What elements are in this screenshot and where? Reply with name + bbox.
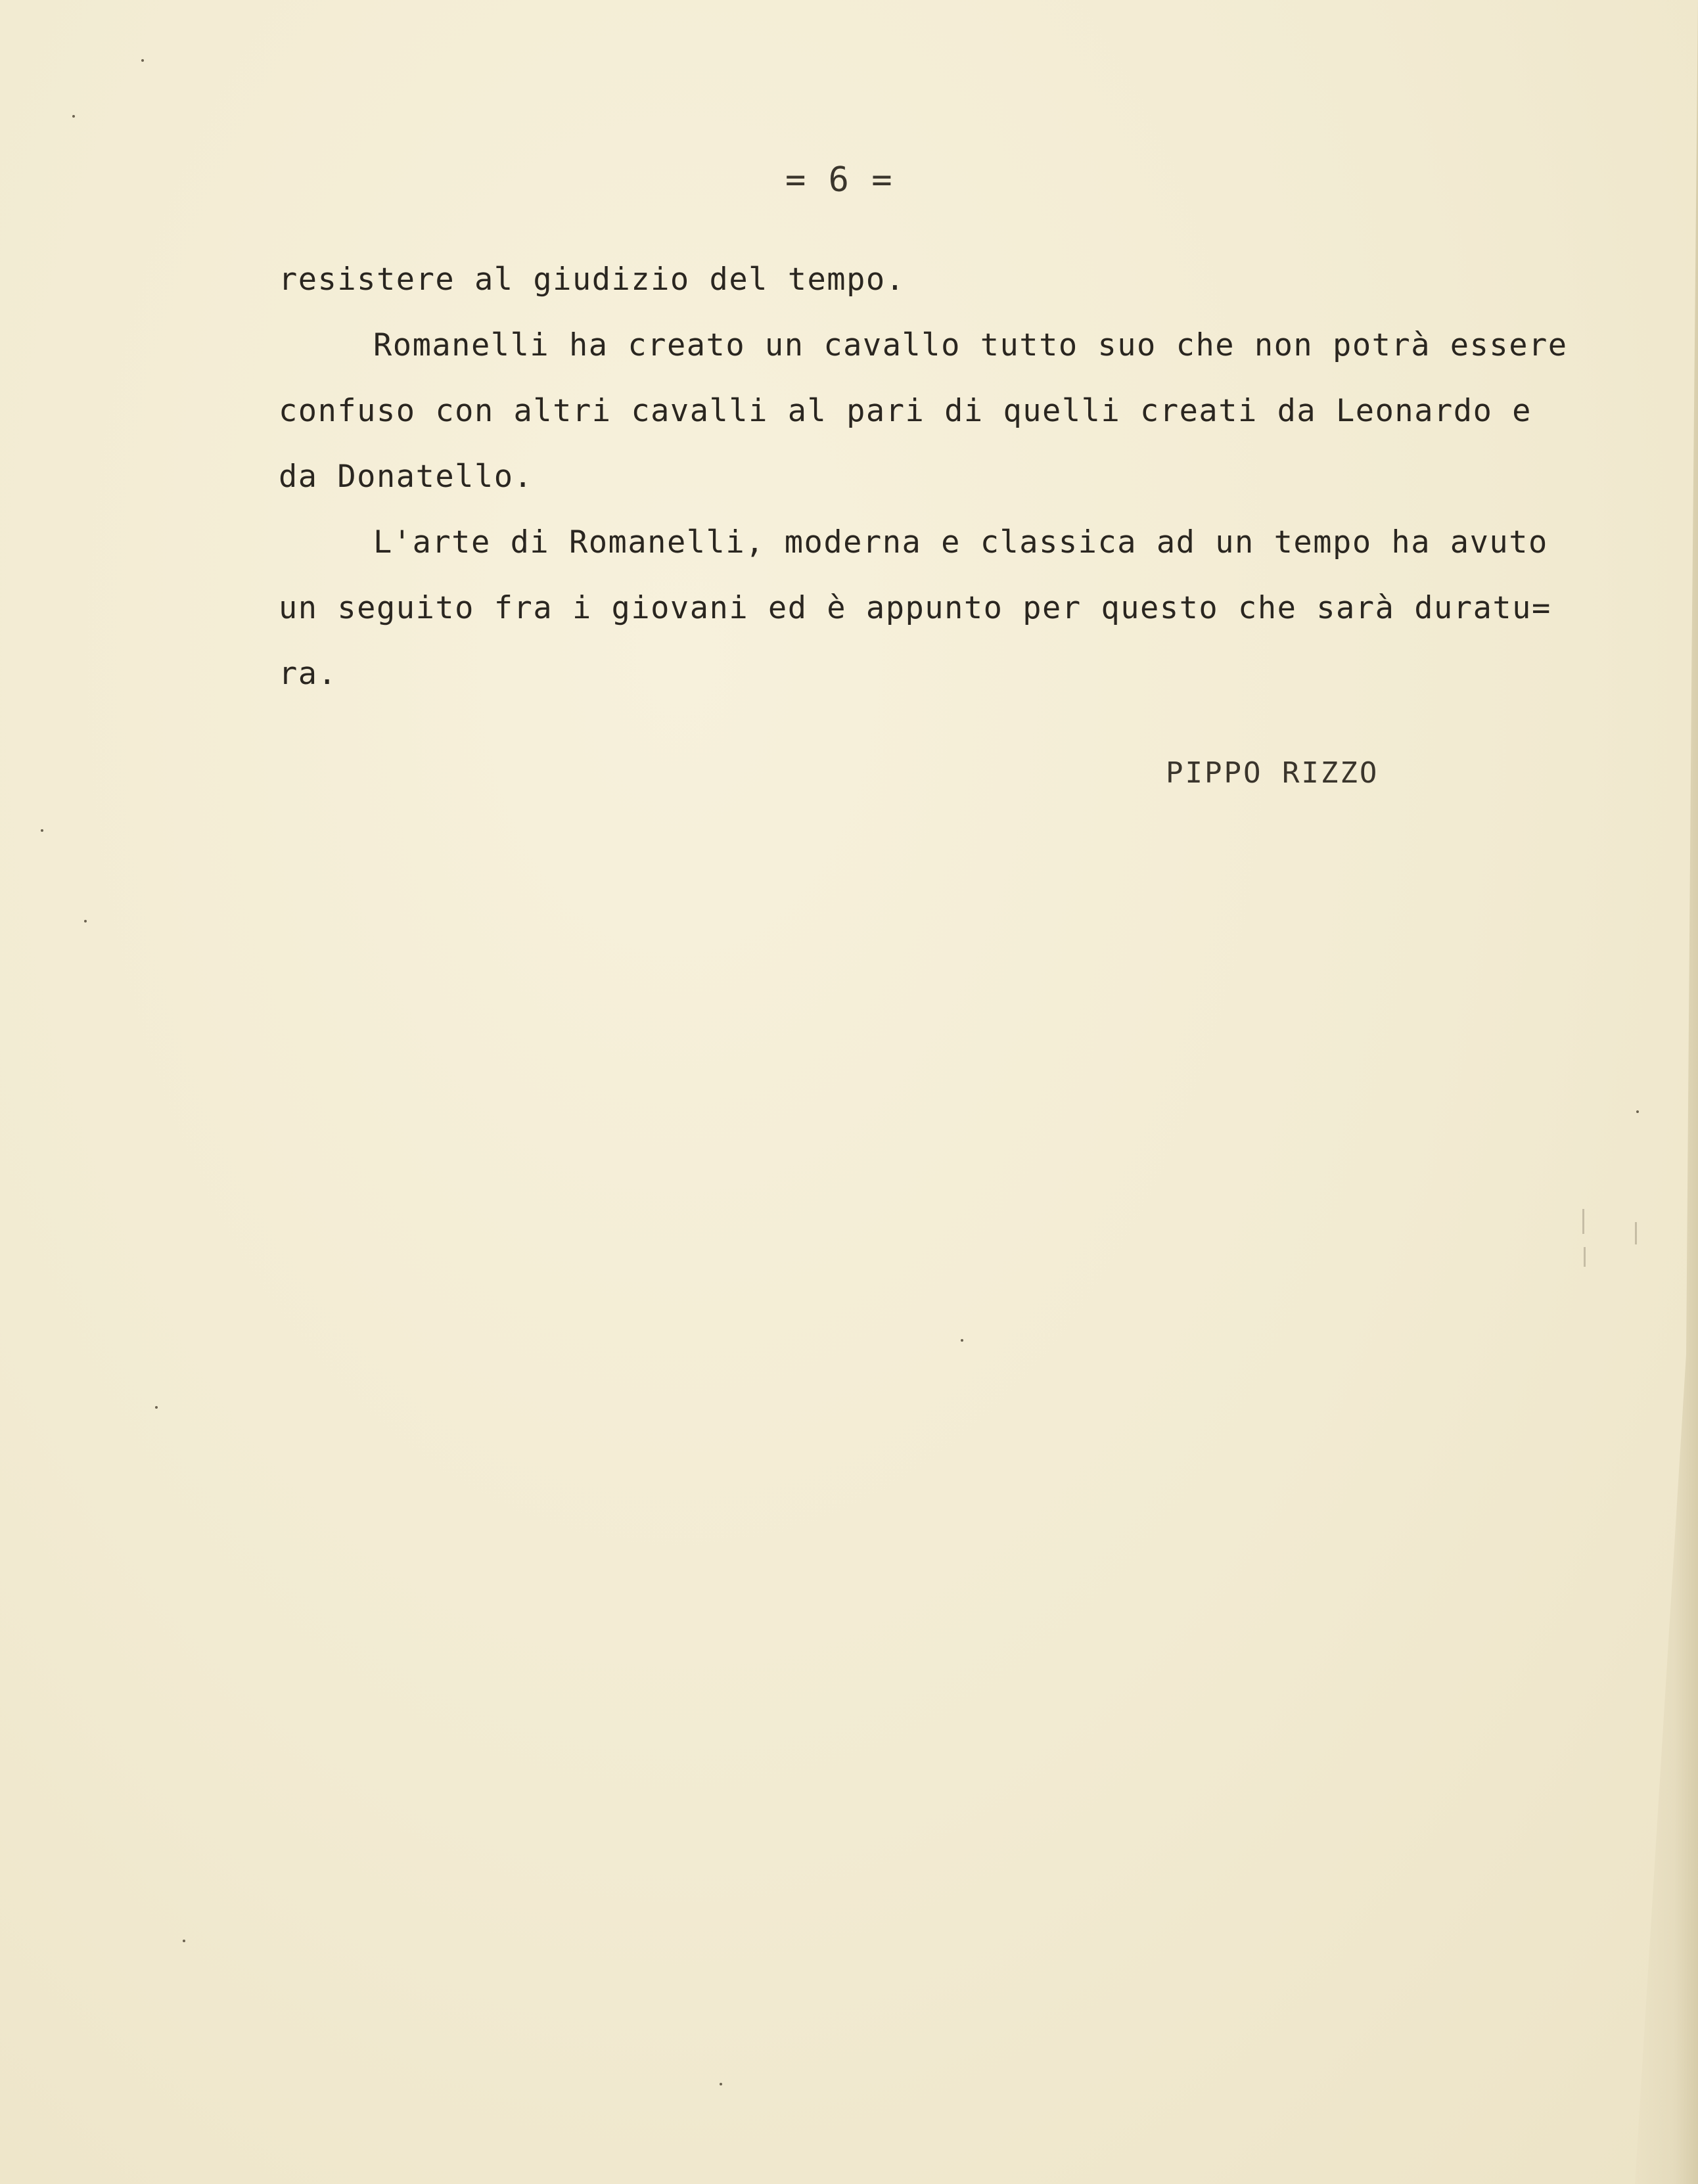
body-line: un seguito fra i giovani ed è appunto per questo che sarà duratu= — [279, 590, 1551, 626]
paper-scuff — [1582, 1209, 1584, 1234]
body-line: da Donatello. — [279, 459, 534, 495]
body-line: confuso con altri cavalli al pari di quelli creati da Leonardo e — [279, 393, 1532, 429]
paper-speck — [41, 829, 43, 832]
paper-speck — [720, 2083, 722, 2085]
paper-speck — [961, 1339, 963, 1342]
page-edge-shadow — [1619, 0, 1698, 2184]
body-line: resistere al giudizio del tempo. — [279, 262, 906, 298]
paper-scuff — [1584, 1247, 1586, 1267]
paper-speck — [84, 920, 87, 922]
signature: PIPPO RIZZO — [1166, 756, 1379, 790]
paper-speck — [1636, 1110, 1639, 1113]
body-line: Romanelli ha creato un cavallo tutto suo che non potrà essere — [373, 327, 1568, 363]
body-line: L'arte di Romanelli, moderna e classica ad un tempo ha avuto — [373, 524, 1548, 560]
paper-scuff — [1635, 1222, 1637, 1244]
paper-speck — [183, 1940, 185, 1942]
paper-speck — [72, 115, 75, 118]
paper-speck — [141, 59, 144, 62]
body-line: ra. — [279, 656, 338, 692]
page-number: = 6 = — [785, 160, 894, 200]
paper-speck — [155, 1406, 158, 1409]
